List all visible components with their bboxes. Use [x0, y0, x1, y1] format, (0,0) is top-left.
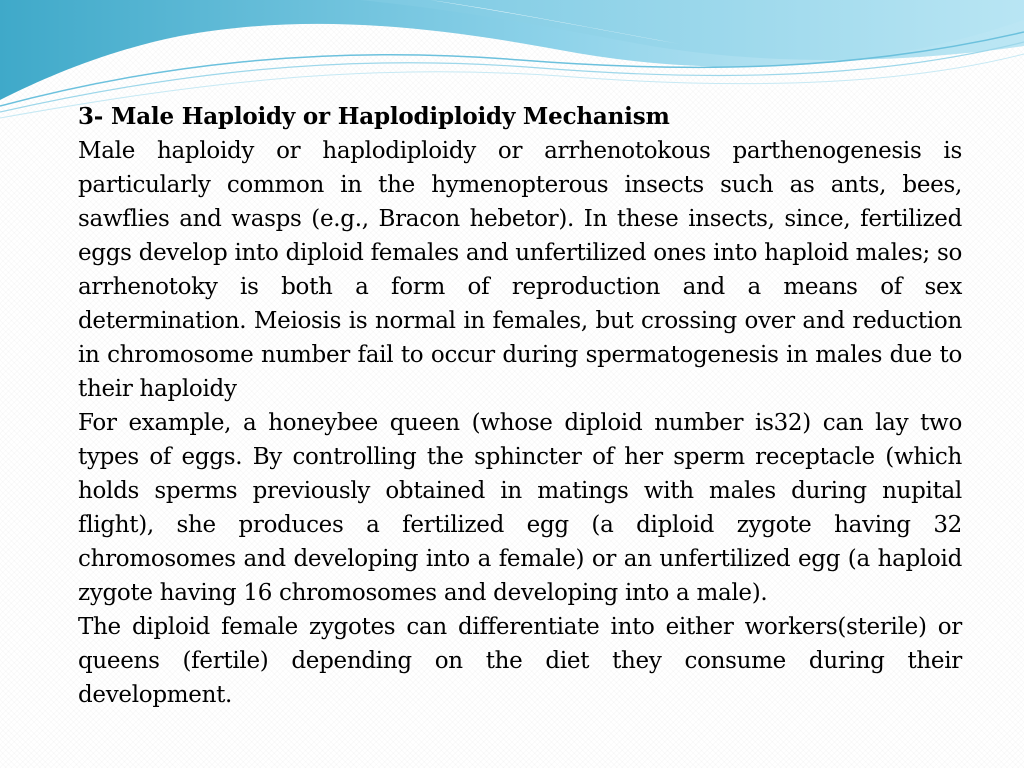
paragraph-haplodiploidy: Male haploidy or haplodiploidy or arrhenotokous parthenogenesis is particularly common in the hymenopterous insects such as ants, bees, sawflies and wasps (e.g., Bracon hebetor). In these insects, since, fertilized eggs develop into diploid females and unfertilized ones into haploid males; so arrhenotoky is both a form of reproduction and a means of sex determination. Meiosis is normal in females, but crossing over and reduction in chromosome number fail to occur during spermatogenesis in males due to their haploidy: [78, 138, 962, 402]
paragraph-honeybee-example: For example, a honeybee queen (whose diploid number is32) can lay two types of eggs. By controlling the sphincter of her sperm receptacle (which holds sperms previously obtained in matings with males during nupital flight), she produces a fertilized egg (a diploid zygote having 32 chromosomes and developing into a female) or an unfertilized egg (a haploid zygote having 16 chromosomes and developing into a male).: [78, 410, 962, 606]
paragraph-zygote-differentiation: The diploid female zygotes can differentiate into either workers(sterile) or queens (fertile) depending on the diet they consume during their development.: [78, 614, 962, 708]
slide-content: [78, 100, 962, 712]
slide-heading: 3- Male Haploidy or Haplodiploidy Mechanism: [78, 103, 670, 130]
